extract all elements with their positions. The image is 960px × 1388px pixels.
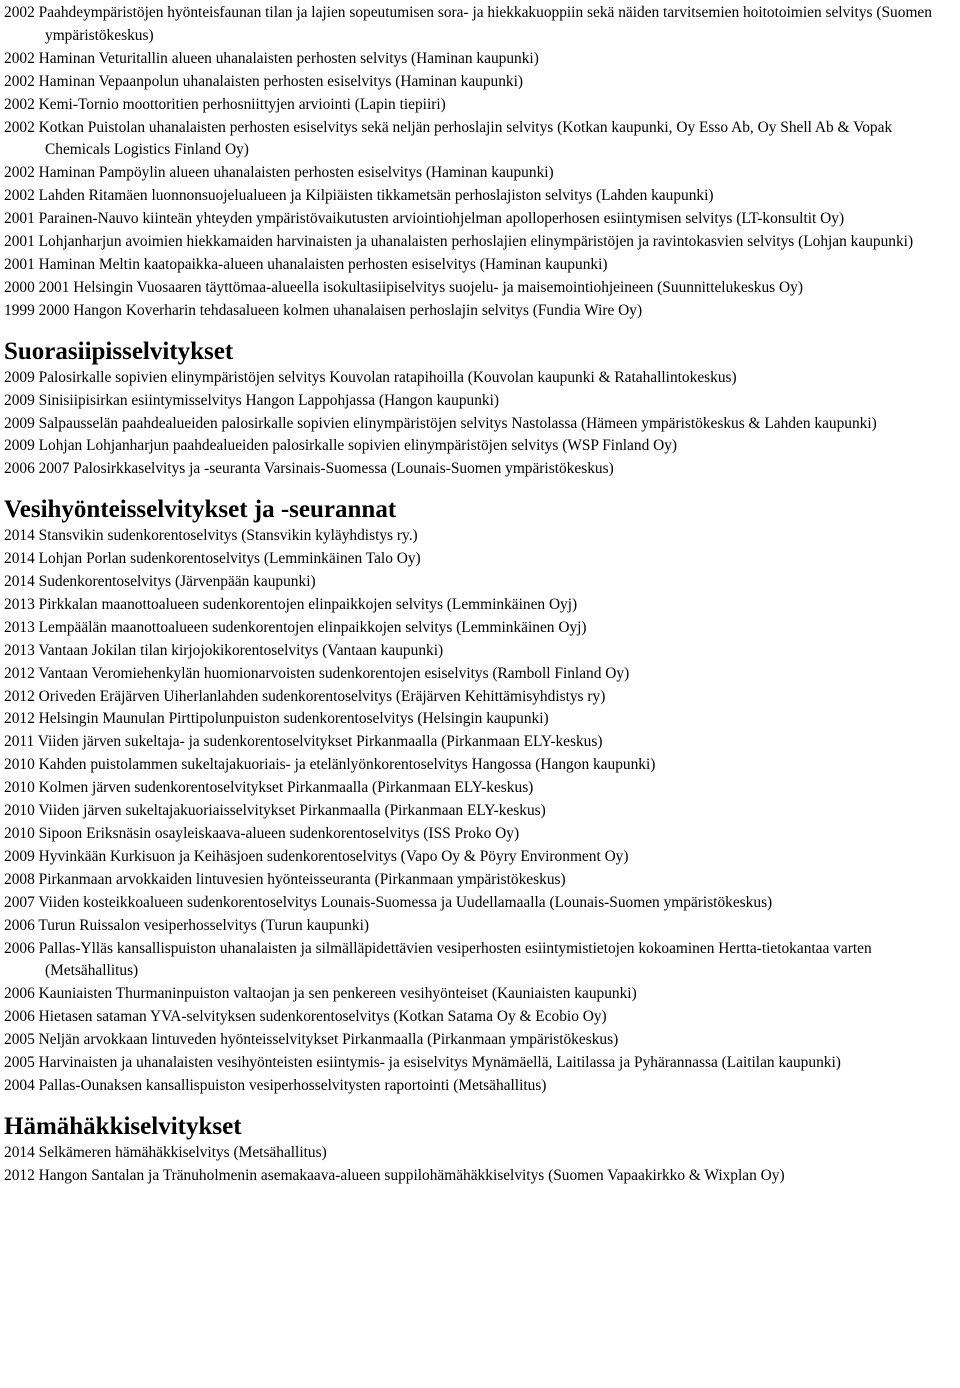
section-heading: Hämähäkkiselvitykset [4,1112,242,1140]
list-item: 2012 Vantaan Veromiehenkylän huomionarvoisten sudenkorentojen esiselvitys (Ramboll Finland Oy) [4,664,630,682]
list-item: 2014 Sudenkorentoselvitys (Järvenpään kaupunki) [4,573,316,591]
section [4,323,956,482]
list-item: 2012 Hangon Santalan ja Tränuholmenin asemakaava-alueen suppilohämähäkkiselvitys (Suomen Vapaakirkko & Wixplan Oy) [4,1166,785,1184]
list-item: 2002 Haminan Pampöylin alueen uhanalaisten perhosten esiselvitys (Haminan kaupunki) [4,164,554,182]
list-item: 2004 Pallas-Ounaksen kansallispuiston vesiperhosselvitysten raportointi (Metsähallitus) [4,1076,547,1094]
list-item: 2012 Oriveden Eräjärven Uiherlanlahden sudenkorentoselvitys (Eräjärven Kehittämisyhdistys ry) [4,687,606,705]
list-item: 2010 Kolmen järven sudenkorentoselvitykset Pirkanmaalla (Pirkanmaan ELY-keskus) [4,779,534,797]
list-item: 2001 Haminan Meltin kaatopaikka-alueen uhanalaisten perhosten esiselvitys (Haminan kaupunki) [4,255,608,273]
list-item: 2009 Salpausselän paahdealueiden palosirkalle sopivien elinympäristöjen selvitys Nastolassa (Hämeen ympäristökeskus & Lahden kaupunki) [4,414,877,432]
list-item: 2009 Sinisiipisirkan esiintymisselvitys Hangon Lappohjassa (Hangon kaupunki) [4,391,500,409]
list-item: 2013 Pirkkalan maanottoalueen sudenkorentojen elinpaikkojen selvitys (Lemminkäinen Oyj) [4,595,578,613]
list-item: 2011 Viiden järven sukeltaja- ja sudenkorentoselvitykset Pirkanmaalla (Pirkanmaan ELY-keskus) [4,733,603,751]
list-item: 2006 Hietasen sataman YVA-selvityksen sudenkorentoselvitys (Kotkan Satama Oy & Ecobio Oy) [4,1008,607,1026]
list-item: 2002 Haminan Veturitallin alueen uhanalaisten perhosten selvitys (Haminan kaupunki) [4,49,539,67]
list-item: 2009 Palosirkalle sopivien elinympäristöjen selvitys Kouvolan ratapihoilla (Kouvolan kaupunki & Ratahallintokeskus) [4,368,737,386]
list-item: 2013 Lempäälän maanottoalueen sudenkorentojen elinpaikkojen selvitys (Lemminkäinen Oyj) [4,618,587,636]
list-item: 2010 Kahden puistolammen sukeltajakuoriais- ja etelänlyönkorentoselvitys Hangossa (Hangon kaupunki) [4,756,656,774]
list-item: 2000 2001 Helsingin Vuosaaren täyttömaa-alueella isokultasiipiselvitys suojelu- ja maisemointiohjeineen (Suunnittelukeskus Oy) [4,278,803,296]
list-item: 2006 Pallas-Ylläs kansallispuiston uhanalaisten ja silmälläpidettävien vesiperhosten esiintymistietojen kokoaminen Hertta-tietokantaa varten (Metsähallitus) [4,939,872,980]
list-item: 2002 Lahden Ritamäen luonnonsuojelualueen ja Kilpiäisten tikkametsän perhoslajiston selvitys (Lahden kaupunki) [4,187,714,205]
section-list [4,323,956,1188]
list-item: 2002 Kotkan Puistolan uhanalaisten perhosten esiselvitys sekä neljän perhoslajin selvitys (Kotkan kaupunki, Oy Esso Ab, Oy Shell Ab & Vopak Chemicals Logistics Finland Oy) [4,118,893,159]
section [4,1098,956,1188]
list-item: 2009 Hyvinkään Kurkisuon ja Keihäsjoen sudenkorentoselvitys (Vapo Oy & Pöyry Environment Oy) [4,847,629,865]
list-item: 2002 Kemi-Tornio moottoritien perhosniittyjen arviointi (Lapin tiepiiri) [4,95,446,113]
section [4,481,956,1098]
list-item: 2006 Kauniaisten Thurmaninpuiston valtaojan ja sen penkereen vesihyönteiset (Kauniaisten kaupunki) [4,985,637,1003]
list-item: 2010 Viiden järven sukeltajakuoriaisselvitykset Pirkanmaalla (Pirkanmaan ELY-keskus) [4,802,546,820]
section-heading: Vesihyönteisselvitykset ja -seurannat [4,496,397,524]
list-item: 2002 Haminan Vepaanpolun uhanalaisten perhosten esiselvitys (Haminan kaupunki) [4,72,524,90]
list-item: 2006 Turun Ruissalon vesiperhosselvitys (Turun kaupunki) [4,916,369,934]
list-item: 2007 Viiden kosteikkoalueen sudenkorentoselvitys Lounais-Suomessa ja Uudellamaalla (Lounais-Suomen ympäristökeskus) [4,893,773,911]
list-item: 2010 Sipoon Eriksnäsin osayleiskaava-alueen sudenkorentoselvitys (ISS Proko Oy) [4,825,520,842]
intro-entry-list [4,2,956,323]
list-item: 2008 Pirkanmaan arvokkaiden lintuvesien hyönteisseuranta (Pirkanmaan ympäristökeskus) [4,870,566,888]
list-item: 2014 Lohjan Porlan sudenkorentoselvitys (Lemminkäinen Talo Oy) [4,550,421,568]
list-item: 2005 Harvinaisten ja uhanalaisten vesihyönteisten esiintymis- ja esiselvitys Mynämäellä, Laitilassa ja Pyhärannassa (Laitilan kaupunki) [4,1054,841,1072]
list-item: 2009 Lohjan Lohjanharjun paahdealueiden palosirkalle sopivien elinympäristöjen selvitys (WSP Finland Oy) [4,437,678,455]
list-item: 2012 Helsingin Maunulan Pirttipolunpuiston sudenkorentoselvitys (Helsingin kaupunki) [4,710,549,728]
list-item: 2006 2007 Palosirkkaselvitys ja -seuranta Varsinais-Suomessa (Lounais-Suomen ympäristökeskus) [4,460,614,478]
list-item: 2005 Neljän arvokkaan lintuveden hyönteisselvitykset Pirkanmaalla (Pirkanmaan ympäristökeskus) [4,1031,619,1049]
list-item: 1999 2000 Hangon Koverharin tehdasalueen kolmen uhanalaisen perhoslajin selvitys (Fundia Wire Oy) [4,301,643,319]
list-item: 2013 Vantaan Jokilan tilan kirjojokikorentoselvitys (Vantaan kaupunki) [4,641,444,659]
list-item: 2001 Parainen-Nauvo kiinteän yhteyden ympäristövaikutusten arviointiohjelman apolloperhosen esiintymisen selvitys (LT-konsultit Oy) [4,210,845,228]
list-item: 2014 Selkämeren hämähäkkiselvitys (Metsähallitus) [4,1143,327,1161]
list-item: 2001 Lohjanharjun avoimien hiekkamaiden harvinaisten ja uhanalaisten perhoslajien elinympäristöjen ja ravintokasvien selvitys (Lohjan kaupunki) [4,233,914,251]
section-heading: Suorasiipisselvitykset [4,337,234,365]
list-item: 2002 Paahdeympäristöjen hyönteisfaunan tilan ja lajien sopeutumisen sora- ja hiekkakuoppiin sekä näiden tarvitsemien hoitotoimien selvitys (Suomen ympäristökeskus) [4,4,932,44]
list-item: 2014 Stansvikin sudenkorentoselvitys (Stansvikin kyläyhdistys ry.) [4,527,418,545]
